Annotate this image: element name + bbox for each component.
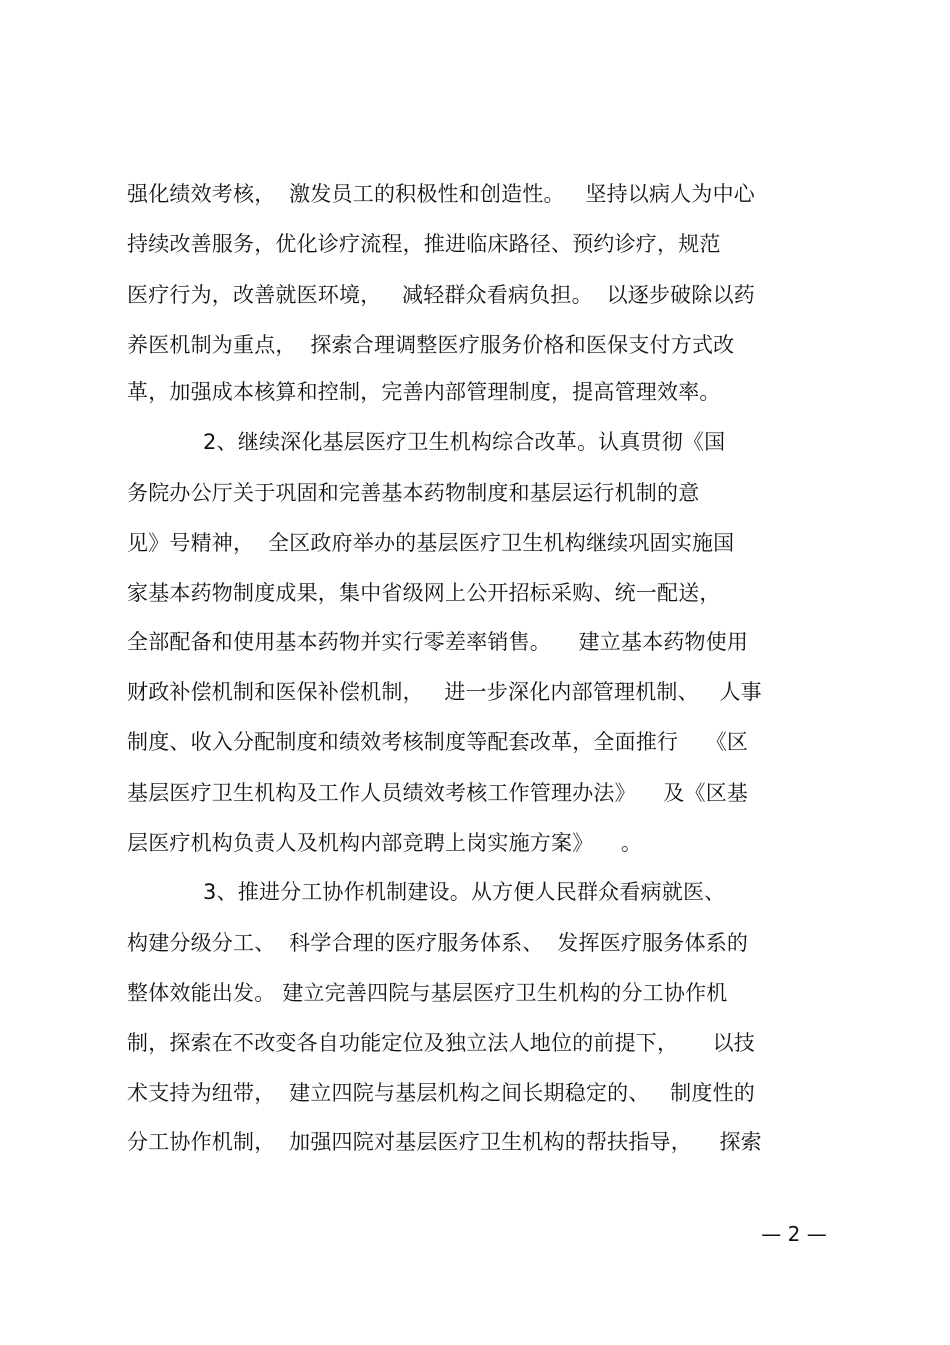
paragraph-line: 基层医疗卫生机构及工作人员绩效考核工作管理办法》 及《区基 [127, 781, 749, 805]
paragraph-line: 医疗行为，改善就医环境， 减轻群众看病负担。 以逐步破除以药 [127, 283, 755, 307]
paragraph-line: 强化绩效考核， 激发员工的积极性和创造性。 坚持以病人为中心 [127, 182, 755, 206]
paragraph-line: 2、继续深化基层医疗卫生机构综合改革。认真贯彻《国 [203, 430, 726, 454]
page-number: — 2 — [761, 1222, 827, 1246]
paragraph-line: 分工协作机制， 加强四院对基层医疗卫生机构的帮扶指导， 探索 [127, 1130, 762, 1154]
paragraph-line: 制，探索在不改变各自功能定位及独立法人地位的前提下， 以技 [127, 1031, 755, 1055]
paragraph-line: 整体效能出发。 建立完善四院与基层医疗卫生机构的分工协作机 [127, 981, 728, 1005]
paragraph-line: 养医机制为重点， 探索合理调整医疗服务价格和医保支付方式改 [127, 333, 735, 357]
paragraph-line: 持续改善服务，优化诊疗流程，推进临床路径、预约诊疗，规范 [127, 232, 721, 256]
paragraph-line: 术支持为纽带， 建立四院与基层机构之间长期稳定的、 制度性的 [127, 1081, 755, 1105]
paragraph-line: 务院办公厅关于巩固和完善基本药物制度和基层运行机制的意 [127, 481, 700, 505]
paragraph-line: 家基本药物制度成果，集中省级网上公开招标采购、统一配送， [127, 581, 721, 605]
paragraph-line: 制度、收入分配制度和绩效考核制度等配套改革，全面推行 《区 [127, 730, 749, 754]
paragraph-line: 见》号精神， 全区政府举办的基层医疗卫生机构继续巩固实施国 [127, 531, 735, 555]
paragraph-line: 层医疗机构负责人及机构内部竞聘上岗实施方案》 。 [127, 831, 643, 855]
paragraph-line: 全部配备和使用基本药物并实行零差率销售。 建立基本药物使用 [127, 630, 749, 654]
paragraph-line: 财政补偿机制和医保补偿机制， 进一步深化内部管理机制、 人事 [127, 680, 762, 704]
paragraph-line: 3、推进分工协作机制建设。从方便人民群众看病就医、 [203, 880, 726, 904]
paragraph-line: 革，加强成本核算和控制，完善内部管理制度，提高管理效率。 [127, 380, 721, 404]
paragraph-line: 构建分级分工、 科学合理的医疗服务体系、 发挥医疗服务体系的 [127, 931, 749, 955]
